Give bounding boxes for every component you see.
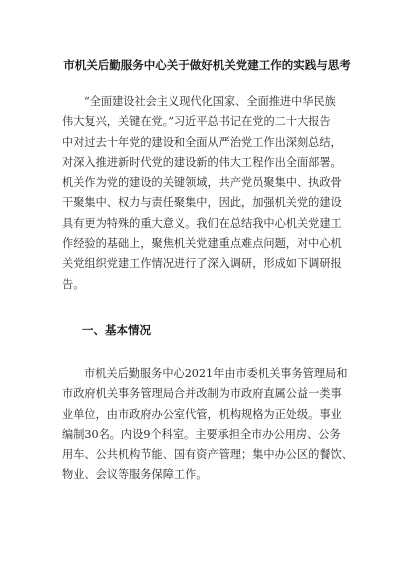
intro-line: 告。 (62, 277, 85, 291)
intro-line: 干聚集中、权力与责任聚集中，因此，加强机关党的建设 (62, 196, 342, 210)
section-line: 编制30名。内设9个科室。主要承担全市办公用房、公务 (62, 427, 341, 441)
intro-line: 对深入推进新时代党的建设新的伟大工程作出全面部署。 (62, 155, 342, 169)
intro-line: 具有更为特殊的重大意义。我们在总结我中心机关党建工 (62, 216, 342, 230)
section-paragraph (62, 364, 362, 486)
section-line: 物业、会议等服务保障工作。 (62, 468, 208, 482)
intro-line: 机关作为党的建设的关键领域，共产党员聚集中、执政骨 (62, 176, 342, 190)
section-line: 市政府机关事务管理局合并改制为市政府直属公益一类事 (62, 387, 342, 401)
section-line: 市机关后勤服务中心2021年由市委机关事务管理局和 (84, 367, 348, 380)
intro-line: 中对过去十年党的建设和全面从严治党工作出深刻总结， (62, 135, 342, 149)
intro-line: 关党组织党建工作情况进行了深入调研，形成如下调研报 (62, 257, 342, 271)
intro-paragraph (62, 92, 362, 295)
intro-line: 伟大复兴，关键在党。”习近平总书记在党的二十大报告 (62, 115, 331, 129)
intro-line: “全面建设社会主义现代化国家、全面推进中华民族 (84, 95, 336, 108)
document-title: 市机关后勤服务中心关于做好机关党建工作的实践与思考 (63, 58, 351, 72)
intro-line: 作经验的基础上，聚焦机关党建重点难点问题，对中心机 (62, 237, 342, 251)
section-line: 业单位，由市政府办公室代管，机构规格为正处级。事业 (62, 407, 342, 421)
section-line: 用车、公共机构节能、国有资产管理；集中办公区的餐饮、 (62, 448, 353, 462)
section-heading: 一、基本情况 (82, 323, 151, 337)
